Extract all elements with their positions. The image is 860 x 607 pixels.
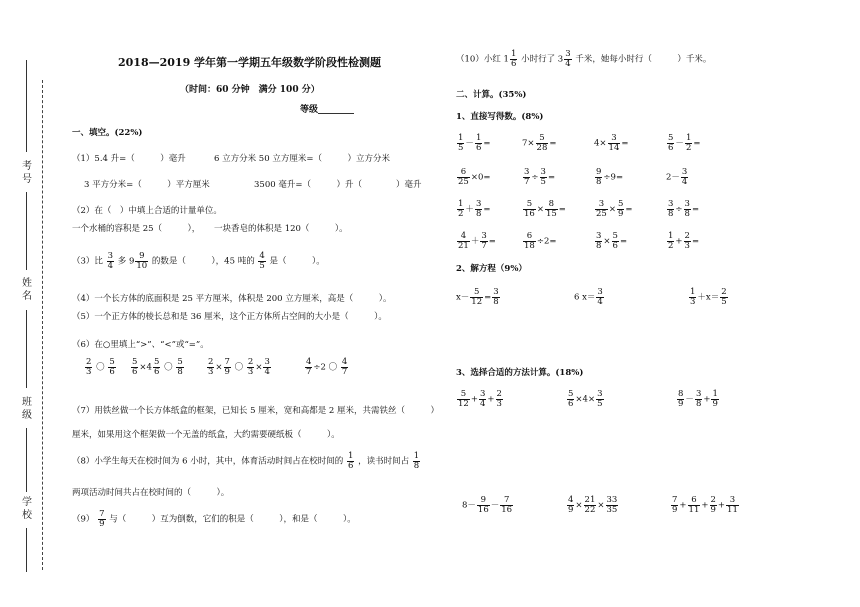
calc-1: $\frac{5}{12}$ + $\frac{3}{4}$ + $\frac{2}{3}$	[458, 389, 502, 409]
fraction: $\frac{6}{18}$	[524, 231, 535, 251]
direct-calc-item	[456, 134, 490, 152]
direct-calc-item	[666, 134, 700, 152]
calc-text: ×	[603, 236, 611, 247]
q3-text: （3）比	[72, 256, 103, 267]
calc-text: =	[558, 204, 566, 215]
q6-compare-3: $\frac{2}{3}$ × $\frac{7}{9}$ 〇 $\frac{2}{3}$ × $\frac{3}{4}$	[208, 357, 270, 377]
fraction: $\frac{9}{8}$	[596, 167, 602, 187]
q4: （4）一个长方体的底面积是 25 平方厘米，体积是 200 立方厘米，高是（ ）。	[72, 294, 392, 304]
calc-text: 7×	[522, 138, 535, 149]
calc-text: －	[675, 138, 684, 149]
fraction: $\frac{5}{28}$	[536, 133, 548, 153]
calc-text: ÷	[675, 204, 683, 215]
direct-calc-item	[456, 168, 490, 186]
direct-calc-item	[522, 168, 555, 186]
calc-text: =	[483, 204, 491, 215]
fraction: $\frac{1}{2}$	[458, 199, 464, 219]
margin-label-class: 班级	[22, 397, 32, 421]
calc-text: ÷	[531, 172, 539, 183]
fraction: $\frac{5}{16}$	[524, 199, 535, 219]
calc-text: =	[619, 236, 628, 247]
fraction: $\frac{1}{6}$	[510, 49, 517, 69]
q1-b: 6 立方分米 50 立方厘米=（ ）立方分米	[214, 154, 390, 164]
direct-calc-item	[666, 232, 699, 250]
direct-calc-item	[456, 200, 490, 218]
q8-line1: （8）小学生每天在校时间为 6 小时，其中，体育活动时间占在校时间的 $\frac{1}{6}$ ，读书时间占 $\frac{1}{8}$	[72, 451, 420, 471]
calc-text: =	[549, 138, 557, 149]
blank-circle[interactable]: 〇	[234, 362, 244, 373]
fraction: $\frac{8}{15}$	[545, 199, 557, 219]
blank-circle[interactable]: 〇	[96, 362, 105, 373]
fraction: $\frac{1}{5}$	[458, 133, 464, 153]
fraction: $\frac{5}{9}$	[617, 199, 624, 219]
grade-field: 等级________	[300, 105, 355, 115]
calc-text: ×	[608, 204, 616, 215]
calc-text: 2－	[666, 172, 680, 183]
direct-calc-item	[594, 200, 633, 218]
q6-compare-4: $\frac{4}{7}$ ÷2 〇 $\frac{4}{7}$	[306, 357, 348, 377]
binding-dashed-line	[42, 80, 43, 570]
calc-6: $\frac{7}{9}$ + $\frac{6}{11}$ + $\frac{2}{9}$ + $\frac{3}{11}$	[672, 495, 738, 515]
fraction: $\frac{3}{4}$	[107, 251, 114, 271]
calc-text: =	[621, 138, 629, 149]
page-subtitle: （时间：60 分钟 满分 100 分）	[180, 85, 320, 95]
q2-a: （2）在（ ）中填上合适的计量单位。	[72, 206, 222, 216]
q2-b: 一个水桶的容积是 25（ ），	[72, 224, 201, 234]
q3-text: 是（ ）。	[269, 256, 325, 267]
q3-text: 的数是（ ），45 吨的	[151, 256, 255, 267]
calc-text: ÷9=	[603, 172, 624, 183]
page-title: 2018—2019 学年第一学期五年级数学阶段性检测题	[118, 56, 382, 69]
fraction: $\frac{3}{7}$	[524, 167, 530, 187]
blank-circle[interactable]: 〇	[164, 362, 173, 373]
q2-c: 一块香皂的体积是 120（ ）。	[214, 224, 348, 234]
calc-text: －	[465, 138, 474, 149]
margin-line	[26, 428, 27, 492]
section-heading-calc: 二、计算。(35%)	[456, 90, 527, 100]
fraction: $\frac{3}{8}$	[684, 199, 690, 219]
direct-calc-item	[522, 200, 566, 218]
whole-number: 9	[128, 256, 135, 267]
q7-a: （7）用铁丝做一个长方体纸盒的框架，已知长 5 厘米，宽和高都是 2 厘米，共需铁丝（ ）	[72, 406, 440, 416]
fraction: $\frac{3}{25}$	[596, 199, 607, 219]
calc-text: ×	[536, 204, 544, 215]
equation-3: $\frac{1}{3}$ ＋x＝ $\frac{2}{5}$	[690, 287, 727, 307]
q9: （9） $\frac{7}{9}$ 与（ ）互为倒数，它们的积是（ ），和是（ ）。	[72, 509, 356, 529]
fraction: $\frac{5}{6}$	[612, 231, 618, 251]
calc-3: $\frac{8}{9}$ － $\frac{3}{8}$ + $\frac{1}{9}$	[678, 389, 718, 409]
margin-line	[26, 60, 27, 152]
fraction: $\frac{4}{5}$	[259, 251, 265, 271]
fraction: $\frac{1}{2}$	[685, 133, 692, 153]
fraction: $\frac{1}{6}$	[347, 451, 354, 471]
margin-label-school: 学校	[22, 497, 32, 521]
q1-a: （1）5.4 升=（ ）毫升	[72, 154, 186, 164]
fraction: $\frac{1}{2}$	[668, 231, 674, 251]
calc-4: 8－ $\frac{9}{16}$ － $\frac{7}{16}$	[462, 495, 513, 515]
fraction: $\frac{6}{25}$	[458, 167, 469, 187]
margin-line	[26, 310, 27, 388]
q6-compare-1: $\frac{2}{3}$ 〇 $\frac{5}{6}$	[86, 357, 115, 377]
calc-text: ＋	[470, 236, 480, 247]
calc-text: =	[625, 204, 633, 215]
subsection-equations: 2、解方程（9%）	[456, 264, 527, 274]
calc-text: =	[691, 236, 700, 247]
calc-text: =	[488, 236, 496, 247]
calc-2: $\frac{5}{6}$ ×4× $\frac{3}{5}$	[568, 389, 603, 409]
calc-5: $\frac{4}{9}$ × $\frac{21}{22}$ × $\frac{33}{35}$	[568, 495, 618, 515]
margin-line	[26, 192, 27, 270]
margin-label-name: 姓名	[22, 278, 32, 302]
calc-text: =	[547, 172, 556, 183]
fraction: $\frac{3}{7}$	[481, 231, 487, 251]
q6-compare-2: $\frac{5}{6}$ ×4 $\frac{5}{6}$ 〇 $\frac{5}{8}$	[132, 357, 183, 377]
subsection-direct: 1、直接写得数。(8%)	[456, 112, 544, 122]
direct-calc-item	[666, 200, 699, 218]
fraction: $\frac{9}{10}$	[136, 251, 148, 271]
fraction: $\frac{3}{14}$	[608, 133, 620, 153]
fraction: $\frac{7}{9}$	[99, 509, 105, 529]
fraction: $\frac{3}{8}$	[475, 199, 482, 219]
q6-text: （6）在○里填上“>”、“<”或“=”。	[72, 340, 209, 350]
direct-calc-item	[522, 134, 556, 152]
margin-line	[26, 528, 27, 572]
q1-c: 3 平方分米=（ ）平方厘米	[84, 180, 210, 190]
subsection-methods: 3、选择合适的方法计算。(18%)	[456, 368, 584, 378]
equation-2: 6 x＝ $\frac{3}{4}$	[574, 287, 603, 307]
q3	[72, 252, 325, 270]
fraction: $\frac{5}{6}$	[668, 133, 674, 153]
direct-calc-item	[594, 134, 628, 152]
margin-label-exam-number: 考号	[22, 161, 32, 185]
fraction: $\frac{1}{6}$	[475, 133, 482, 153]
calc-text: +	[675, 236, 683, 247]
q3-text: 多	[117, 256, 127, 267]
fraction: $\frac{3}{5}$	[540, 167, 546, 187]
blank-circle[interactable]: 〇	[328, 362, 338, 373]
fraction: $\frac{1}{8}$	[413, 451, 420, 471]
fraction: $\frac{3}{4}$	[681, 167, 688, 187]
fraction: $\frac{3}{8}$	[668, 199, 674, 219]
direct-calc-item	[594, 232, 627, 250]
calc-text: 4×	[594, 138, 607, 149]
direct-calc-item	[666, 168, 689, 186]
fraction: $\frac{3}{8}$	[596, 231, 602, 251]
fraction: $\frac{4}{21}$	[458, 231, 469, 251]
q5: （5）一个正方体的棱长总和是 36 厘米，这个正方体所占空间的大小是（ ）。	[72, 312, 387, 322]
calc-text: ÷2=	[536, 236, 557, 247]
section-heading-fill: 一、填空。(22%)	[72, 128, 143, 138]
calc-text: =	[693, 138, 701, 149]
q7-b: 厘米，如果用这个框架做一个无盖的纸盒，大约需要硬纸板（ ）。	[72, 430, 340, 440]
direct-calc-item	[522, 232, 556, 250]
calc-text: =	[691, 204, 700, 215]
fraction: $\frac{3}{4}$	[565, 49, 571, 69]
direct-calc-item	[456, 232, 496, 250]
direct-calc-item	[594, 168, 623, 186]
q1-d: 3500 毫升=（ ）升（ ）毫升	[254, 180, 422, 190]
equation-1: x－ $\frac{5}{12}$ = $\frac{3}{8}$	[456, 287, 499, 307]
fraction: $\frac{2}{3}$	[684, 231, 690, 251]
calc-text: ×0=	[470, 172, 491, 183]
calc-text: ＋	[465, 204, 474, 215]
q8-line2: 两项活动时间共占在校时间的（ ）。	[72, 488, 230, 498]
q10: （10）小红 1 $\frac{1}{6}$ 小时行了 3 $\frac{3}{4}$ 千米，她每小时行（ ）千米。	[456, 49, 712, 69]
calc-text: =	[483, 138, 491, 149]
